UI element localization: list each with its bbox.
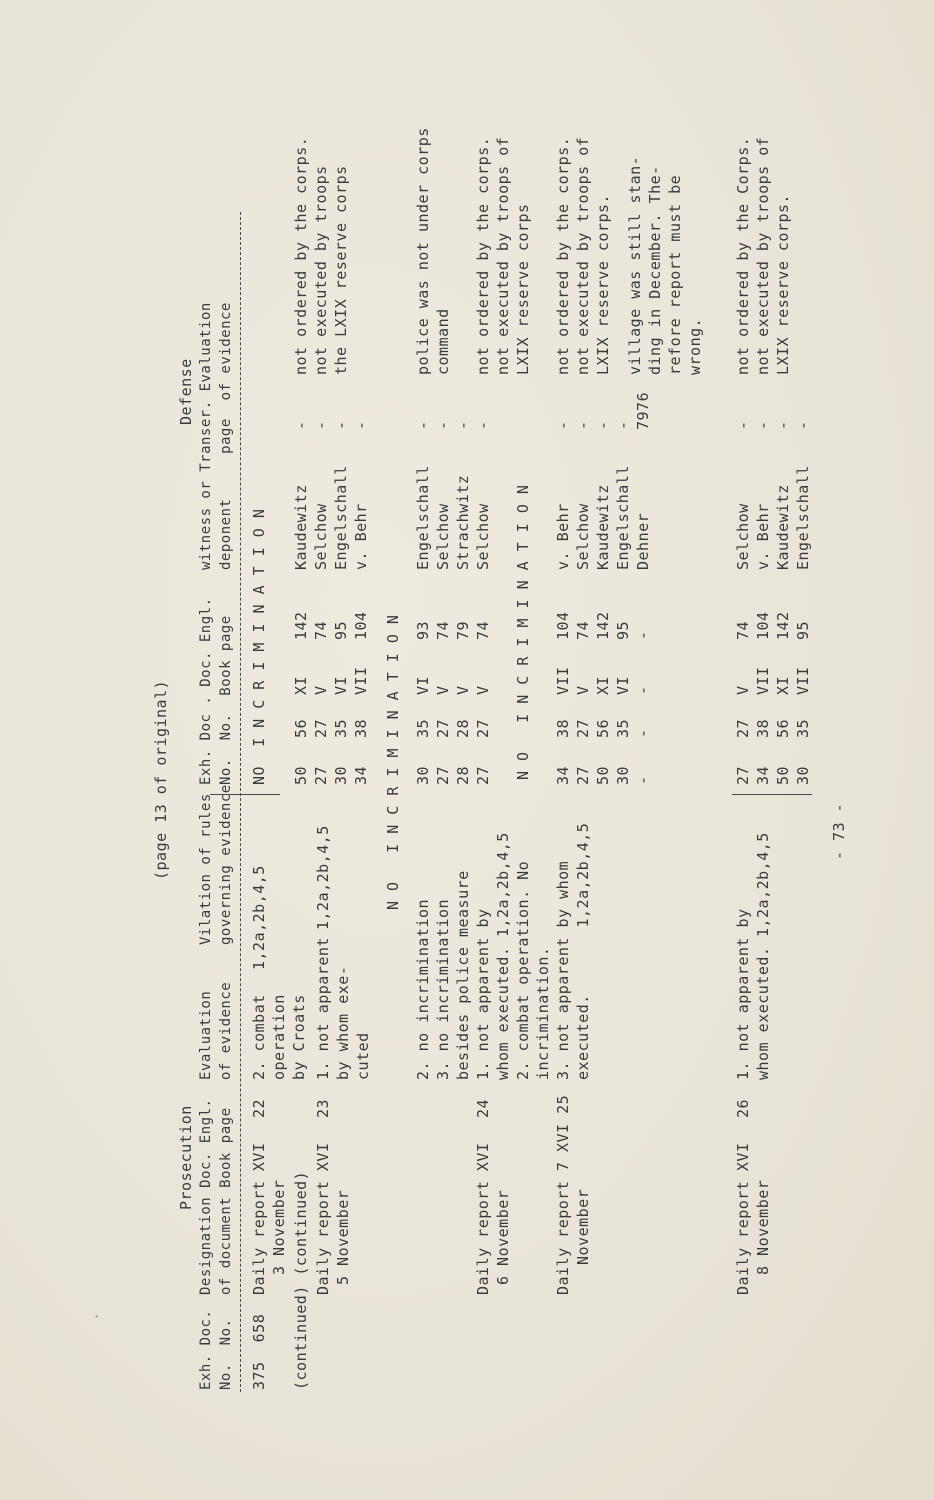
row5-eval2: whom executed. 1,2a,2b,4,5 [754,832,772,1080]
defense-group5-pages-3: 95 [794,620,812,640]
defense-group4-pages-2: 142 [594,611,612,640]
defense-group1-books-0: XI [292,675,310,695]
defense-group1-dash-0: - [292,420,310,430]
defense-group4-wit-3: Engelschall [614,465,632,570]
defense-group5-books-3: VII [794,666,812,695]
defense-group3-doc: 27 [474,718,492,738]
row4-date: November [574,1188,592,1265]
defense-group5-eval-1: not executed by troops of [754,136,772,375]
defense-group4-pages-3: 95 [614,620,632,640]
defense-group3-dash: - [474,420,492,430]
row2-eval3: cuted [354,1032,372,1080]
defense-group1-eval-0: not ordered by the corps. [292,136,310,375]
page-note: (page 13 of original) [152,679,170,880]
defense-group2-books-2: V [454,685,472,695]
defense-group4-docs-2: 56 [594,718,612,738]
row2-eval4: 2. no incrimination [414,898,432,1080]
defense-group4-books-0: VII [554,666,572,695]
defense-group3-eval-0: not ordered by the corps. [474,136,492,375]
defense-group4-wit-2: Kaudewitz [594,484,612,570]
defense-group2-dash-2: - [454,420,472,430]
defense-group2-nums-0: 30 [414,765,432,785]
defense-group2-dash-1: - [434,420,452,430]
defense-group5-nums-0: 27 [734,765,752,785]
defense-group5-books-2: XI [774,675,792,695]
row5-page: 26 [734,1098,752,1118]
header-exh-doc: Exh. Doc. [198,1309,214,1390]
row1-exh: 375 658 [250,1313,268,1390]
defense-group5-dash-2: - [774,420,792,430]
defense-group2-nums-2: 28 [454,765,472,785]
defense-group5-dash-0: - [734,420,752,430]
defense-group1-wit-1: Selchow [312,503,330,570]
row1-eval2: operation [270,994,288,1080]
defense-group2-docs-1: 27 [434,718,452,738]
prosecution-header: Prosecution [177,1105,195,1210]
defense-group5-dash-3: - [794,420,812,430]
defense-group5-nums-2: 50 [774,765,792,785]
row3-eval3: 2. combat operation. No [514,860,532,1080]
defense-group5-wit-3: Engelschall [794,465,812,570]
defense-group1-pages-2: 95 [332,620,350,640]
header-witness: witness or Transer. Evaluation [198,302,214,570]
defense-group3-num: 27 [474,765,492,785]
defense-group4-dash-3: - [614,420,632,430]
defense-group4-eval-1: not executed by troops of [574,136,592,375]
defense-group5-docs-2: 56 [774,718,792,738]
defense-group2-docs-0: 35 [414,718,432,738]
row2-eval2: by whom exe- [334,965,352,1080]
defense-group3-wit: Selchow [474,503,492,570]
header-evaluation-2: of evidence [218,981,234,1080]
defense-group5-books-0: V [734,685,752,695]
row4-eval2: executed. 1,2a,2b,4,5 [574,822,592,1080]
defense-group1-wit-0: Kaudewitz [292,484,310,570]
row2-designation: Daily report XVI [314,1142,332,1295]
row3-eval2: whom executed. 1,2a,2b,4,5 [494,832,512,1080]
defense-group2-wit-1: Selchow [434,503,452,570]
defense-group1-docs-3: 38 [352,718,370,738]
defense-group4-books-2: XI [594,675,612,695]
defense-group5-books-1: VII [754,666,772,695]
defense-group5-dash-1: - [754,420,772,430]
defense-group1-nums-2: 30 [332,765,350,785]
defense-group4-docs-4: - [634,728,652,738]
defense-group4-wit-1: Selchow [574,503,592,570]
defense-group4-nums-1: 27 [574,765,592,785]
defense-group1-docs-0: 56 [292,718,310,738]
row5-designation: Daily report XVI [734,1142,752,1295]
defense-group4-eval-0: not ordered by the corps. [554,136,572,375]
defense-group1-books-3: VII [352,666,370,695]
defense-group4-nums-3: 30 [614,765,632,785]
scan-speck: · [90,1312,104,1320]
defense-group1-pages-3: 104 [352,611,370,640]
defense-group5-eval-2: LXIX reserve corps. [774,193,792,375]
header-rule [240,212,241,1392]
header-witness-2: deponent page of evidence [218,302,234,570]
defense-group4-dash-4: 7976 [634,391,652,430]
defense-group5-pages-1: 104 [754,611,772,640]
defense-group2-docs-2: 28 [454,718,472,738]
header-violation-2: governing evidence [218,784,234,945]
defense-group4-dash-1: - [574,420,592,430]
continued-note: (continued) (continued) [292,1170,310,1390]
defense-group4-docs-1: 27 [574,718,592,738]
defense-group5-nums-3: 30 [794,765,812,785]
defense-group4-pages-1: 74 [574,620,592,640]
defense-group1-nums-0: 50 [292,765,310,785]
header-violation: Vilation of rules [198,793,214,945]
defense-group1-eval-1: not executed by troops [312,165,330,375]
defense-group4-wit-4: Dehner [634,512,652,570]
defense-group4-eval2-2: refore report must be [666,174,684,375]
defense-group5-docs-1: 38 [754,718,772,738]
defense-group4-nums-2: 50 [594,765,612,785]
defense-group5-eval-0: not ordered by the Corps. [734,136,752,375]
defense-group2-dash-0: - [414,420,432,430]
defense-group2-books-1: V [434,685,452,695]
row3-designation: Daily report XVI [474,1142,492,1295]
defense-group5-wit-2: Kaudewitz [774,484,792,570]
defense-group4-eval2-1: ding in December. The- [646,165,664,375]
defense-group1-wit-2: Engelschall [332,465,350,570]
row2-date: 5 November [334,1189,352,1285]
defense-group4-nums-0: 34 [554,765,572,785]
defense-group4-docs-0: 38 [554,718,572,738]
defense-group3-eval-1: not executed by troops of [494,136,512,375]
row1-eval3: by Croats [290,994,308,1080]
row2-page: 23 [314,1098,332,1118]
defense-group3-page: 74 [474,620,492,640]
row2-eval6: besides police measure [454,870,472,1080]
defense-group2-eval-1: command [434,308,452,375]
defense-group4-books-1: V [574,685,592,695]
defense-group2-books-0: VI [414,675,432,695]
defense-group1-pages-1: 74 [312,620,330,640]
defense-group5-wit-1: v. Behr [754,503,772,570]
defense-group1-docs-1: 27 [312,718,330,738]
defense-group4-eval2-0: village was still stan- [626,155,644,375]
defense-group3-book: V [474,685,492,695]
defense-group4-nums-4: - [634,775,652,785]
defense-group4-pages-0: 104 [554,611,572,640]
row1-eval: 2. combat [250,994,268,1080]
defense-group5-pages-2: 142 [774,611,792,640]
defense-group1-nums-1: 27 [312,765,330,785]
defense-group1-pages-0: 142 [292,611,310,640]
row3-eval: 1. not apparent by [474,908,492,1080]
defense-group4-docs-3: 35 [614,718,632,738]
defense-group5-pages-0: 74 [734,620,752,640]
defense-group4-dash-2: - [594,420,612,430]
header-designation: Designation Doc. Engl. [198,1098,214,1295]
defense-group1-docs-2: 35 [332,718,350,738]
header-exh-doc-2: No. No. [218,1318,234,1390]
defense-group4-eval2-3: wrong. [686,317,704,375]
defense-group1-books-2: VI [332,675,350,695]
defense-group1-eval-2: the LXIX reserve corps [332,165,350,375]
no-incrimination-mid: N O I N C R I M I N A T I O N [384,614,402,910]
row2-eval: 1. not apparent [314,937,332,1080]
no-incrimination-row3: N O I N C R I M I N A T I O N [514,484,532,780]
defense-group4-books-4: - [634,685,652,695]
defense-group1-books-1: V [312,685,330,695]
row1-page: 22 [250,1098,268,1118]
row1-date: 3 November [270,1179,288,1275]
row5-eval: 1. not apparent by [734,908,752,1080]
row4-eval: 3. not apparent by whom [554,860,572,1080]
defense-group4-pages-4: - [634,630,652,640]
defense-group4-wit-0: v. Behr [554,503,572,570]
row3-date: 6 November [494,1189,512,1285]
defense-group2-pages-2: 79 [454,620,472,640]
defense-group4-dash-0: - [554,420,572,430]
row4-designation: Daily report 7 XVI 25 [554,1094,572,1295]
defense-group2-pages-0: 93 [414,620,432,640]
header-evaluation: Evaluation [198,990,214,1080]
defense-group1-wit-3: v. Behr [352,503,370,570]
header-exh-doc-defense: Exh. Doc . Doc. Engl. [198,597,214,785]
defense-group5-docs-3: 35 [794,718,812,738]
row2-eval5: 3. no incrimination [434,898,452,1080]
defense-group2-eval-0: police was not under corps [414,127,432,375]
defense-group2-wit-2: Strachwitz [454,474,472,570]
defense-group3-eval-2: LXIX reserve corps [514,203,532,375]
defense-group4-eval-2: LXIX reserve corps. [594,193,612,375]
row5-divider [732,794,812,795]
defense-header: Defense [177,358,195,425]
defense-group2-nums-1: 27 [434,765,452,785]
defense-group4-books-3: VI [614,675,632,695]
defense-group5-nums-1: 34 [754,765,772,785]
row1-designation: Daily report XVI [250,1142,268,1295]
row3-page: 24 [474,1098,492,1118]
row5-date: 8 November [754,1179,772,1275]
defense-group2-pages-1: 74 [434,620,452,640]
header-designation-2: of document Book page [218,1107,234,1295]
defense-group1-dash-1: - [312,420,330,430]
page-number: - 73 - [830,802,848,860]
row3-eval4: incrimination. [534,946,552,1080]
defense-group1-dash-3: - [352,420,370,430]
defense-group5-docs-0: 27 [734,718,752,738]
row1-no-incrimination: NO I N C R I M I N A T I O N [250,508,268,785]
defense-group5-wit-0: Selchow [734,503,752,570]
defense-group1-dash-2: - [332,420,350,430]
header-exh-doc-defense-2: No. No. Book page [218,615,234,785]
row1-rules: 1,2a,2b,4,5 [250,865,268,970]
row2-rules: 1,2a,2b,4,5 [314,825,332,930]
defense-group1-nums-3: 34 [352,765,370,785]
column-divider [210,794,280,795]
defense-group2-wit-0: Engelschall [414,465,432,570]
